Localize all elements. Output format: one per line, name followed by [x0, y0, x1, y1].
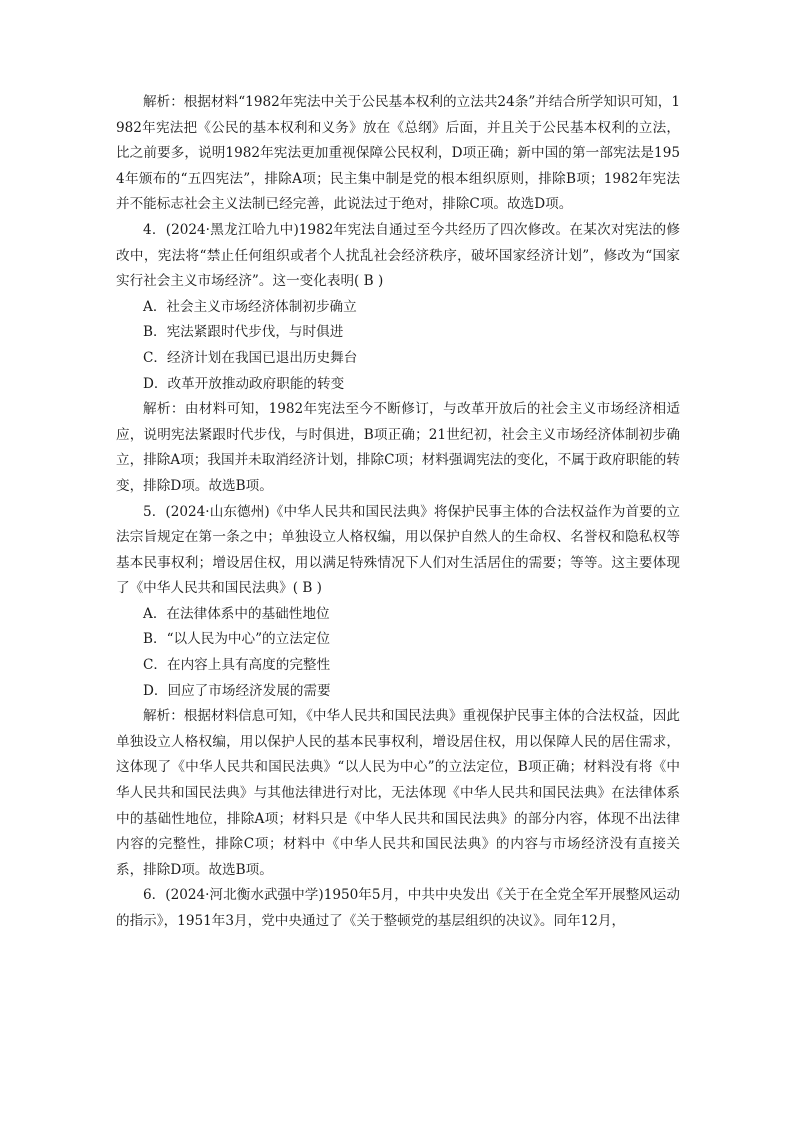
- explanation-3: 解析：根据材料“1982年宪法中关于公民基本权利的立法共24条”并结合所学知识可知，1982年宪法把《公民的基本权利和义务》放在《总纲》后面，并且关于公民基本权利的立法，比之前要多，说明1982年宪法更加重视保障公民权利，D项正确；新中国的第一部宪法是1954年颁布的“五四宪法”，排除A项；民主集中制是党的根本组织原则，排除B项；1982年宪法并不能标志社会主义法制已经完善，此说法过于绝对，排除C项。故选D项。: [116, 94, 680, 213]
- question-5-option-b: B．“以人民为中心”的立法定位: [143, 631, 331, 648]
- question-4-option-d: D．改革开放推动政府职能的转变: [143, 375, 345, 392]
- question-5-option-a: A．在法律体系中的基础性地位: [143, 605, 330, 622]
- explanation-5: 解析：根据材料信息可知，《中华人民共和国民法典》重视保护民事主体的合法权益，因此单独设立人格权编，用以保护人民的基本民事权利，增设居住权，用以保障人民的居住需求，这体现了《中华人民共和国民法典》“以人民为中心”的立法定位，B项正确；材料没有将《中华人民共和国民法典》与其他法律进行对比，无法体现《中华人民共和国民法典》在法律体系中的基础性地位，排除A项；材料只是《中华人民共和国民法典》的部分内容，体现不出法律内容的完整性，排除C项；材料中《中华人民共和国民法典》的内容与市场经济没有直接关系，排除D项。故选B项。: [116, 708, 680, 878]
- question-4-option-a: A．社会主义市场经济体制初步确立: [143, 298, 357, 315]
- question-5-stem: 5．(2024·山东德州)《中华人民共和国民法典》将保护民事主体的合法权益作为首要的立法宗旨规定在第一条之中；单独设立人格权编，用以保护自然人的生命权、名誉权和隐私权等基本民事权利；增设居住权，用以满足特殊情况下人们对生活居住的需要；等等。这主要体现了《中华人民共和国民法典》( B ): [116, 503, 680, 597]
- question-5-option-c: C．在内容上具有高度的完整性: [143, 657, 331, 674]
- document-page: [116, 90, 680, 935]
- explanation-4: 解析：由材料可知，1982年宪法至今不断修订，与改革开放后的社会主义市场经济相适应，说明宪法紧跟时代步伐，与时俱进，B项正确；21世纪初，社会主义市场经济体制初步确立，排除A项；我国并未取消经济计划，排除C项；材料强调宪法的变化，不属于政府职能的转变，排除D项。故选B项。: [116, 401, 680, 494]
- question-5-option-d: D．回应了市场经济发展的需要: [143, 682, 331, 699]
- question-4-option-c: C．经济计划在我国已退出历史舞台: [143, 349, 358, 366]
- question-4-option-b: B．宪法紧跟时代步伐，与时俱进: [143, 324, 344, 341]
- question-6-stem: 6．(2024·河北衡水武强中学)1950年5月，中共中央发出《关于在全党全军开展整风运动的指示》，1951年3月，党中央通过了《关于整顿党的基层组织的决议》。同年12月，: [116, 887, 680, 929]
- question-4-stem: 4．(2024·黑龙江哈九中)1982年宪法自通过至今共经历了四次修改。在某次对宪法的修改中，宪法将“禁止任何组织或者个人扰乱社会经济秩序，破坏国家经济计划”，修改为“国家实行社会主义市场经济”。这一变化表明( B ): [116, 221, 680, 290]
